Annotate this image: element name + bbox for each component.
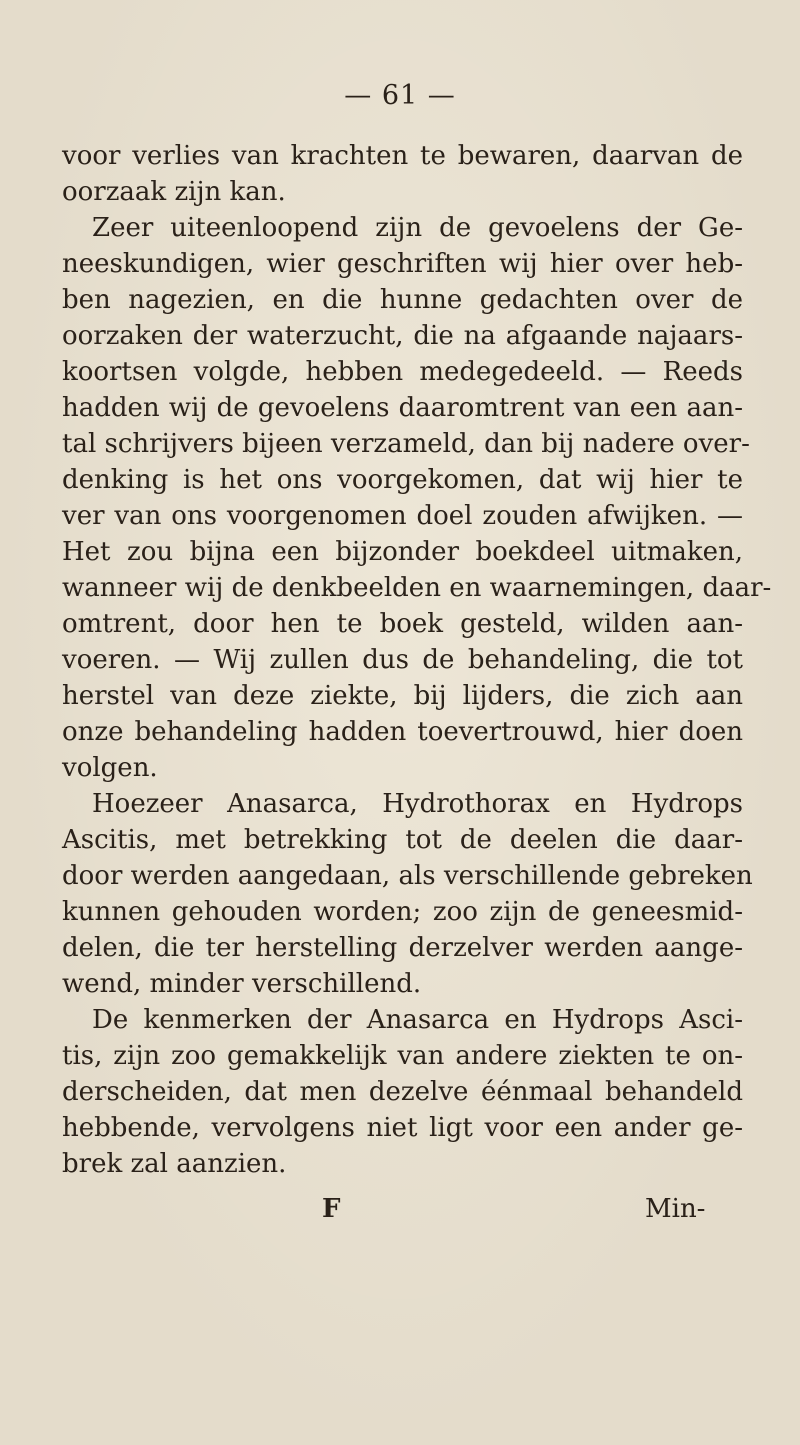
signature-mark: F bbox=[322, 1194, 341, 1224]
text-line: derscheiden, dat men dezelve éénmaal behandeld bbox=[62, 1077, 743, 1107]
text-line: De kenmerken der Anasarca en Hydrops Asci- bbox=[92, 1005, 743, 1035]
text-line: ben nagezien, en die hunne gedachten over de bbox=[62, 285, 743, 315]
text-line: ver van ons voorgenomen doel zouden afwijken. — bbox=[62, 501, 743, 531]
text-line: door werden aangedaan, als verschillende gebreken bbox=[62, 861, 753, 891]
text-line: Hoezeer Anasarca, Hydrothorax en Hydrops bbox=[92, 789, 743, 819]
text-line: hadden wij de gevoelens daaromtrent van een aan- bbox=[62, 393, 743, 423]
text-line: brek zal aanzien. bbox=[62, 1149, 287, 1179]
catchword: Min- bbox=[645, 1194, 706, 1224]
text-line: tis, zijn zoo gemakkelijk van andere ziekten te on- bbox=[62, 1041, 743, 1071]
text-line: voeren. — Wij zullen dus de behandeling, die tot bbox=[62, 645, 743, 675]
text-line: kunnen gehouden worden; zoo zijn de geneesmid- bbox=[62, 897, 743, 927]
text-line: neeskundigen, wier geschriften wij hier over heb- bbox=[62, 249, 743, 279]
text-line: Het zou bijna een bijzonder boekdeel uitmaken, bbox=[62, 537, 743, 567]
text-line: herstel van deze ziekte, bij lijders, die zich aan bbox=[62, 681, 743, 711]
text-line: Zeer uiteenloopend zijn de gevoelens der Ge- bbox=[92, 213, 743, 243]
text-line: wanneer wij de denkbeelden en waarnemingen, daar- bbox=[62, 573, 772, 603]
text-line: hebbende, vervolgens niet ligt voor een ander ge- bbox=[62, 1113, 743, 1143]
page-number: — 61 — bbox=[344, 80, 456, 111]
text-line: oorzaak zijn kan. bbox=[62, 177, 286, 207]
text-line: omtrent, door hen te boek gesteld, wilden aan- bbox=[62, 609, 743, 639]
text-line: voor verlies van krachten te bewaren, daarvan de bbox=[62, 141, 743, 171]
text-line: delen, die ter herstelling derzelver werden aange- bbox=[62, 933, 743, 963]
text-line: Ascitis, met betrekking tot de deelen die daar- bbox=[62, 825, 743, 855]
text-line: wend, minder verschillend. bbox=[62, 969, 422, 999]
text-line: oorzaken der waterzucht, die na afgaande najaars- bbox=[62, 321, 743, 351]
text-line: volgen. bbox=[62, 753, 158, 783]
text-line: tal schrijvers bijeen verzameld, dan bij nadere over- bbox=[62, 429, 750, 459]
text-line: koortsen volgde, hebben medegedeeld. — Reeds bbox=[62, 357, 743, 387]
text-line: denking is het ons voorgekomen, dat wij hier te bbox=[62, 465, 743, 495]
text-line: onze behandeling hadden toevertrouwd, hier doen bbox=[62, 717, 743, 747]
